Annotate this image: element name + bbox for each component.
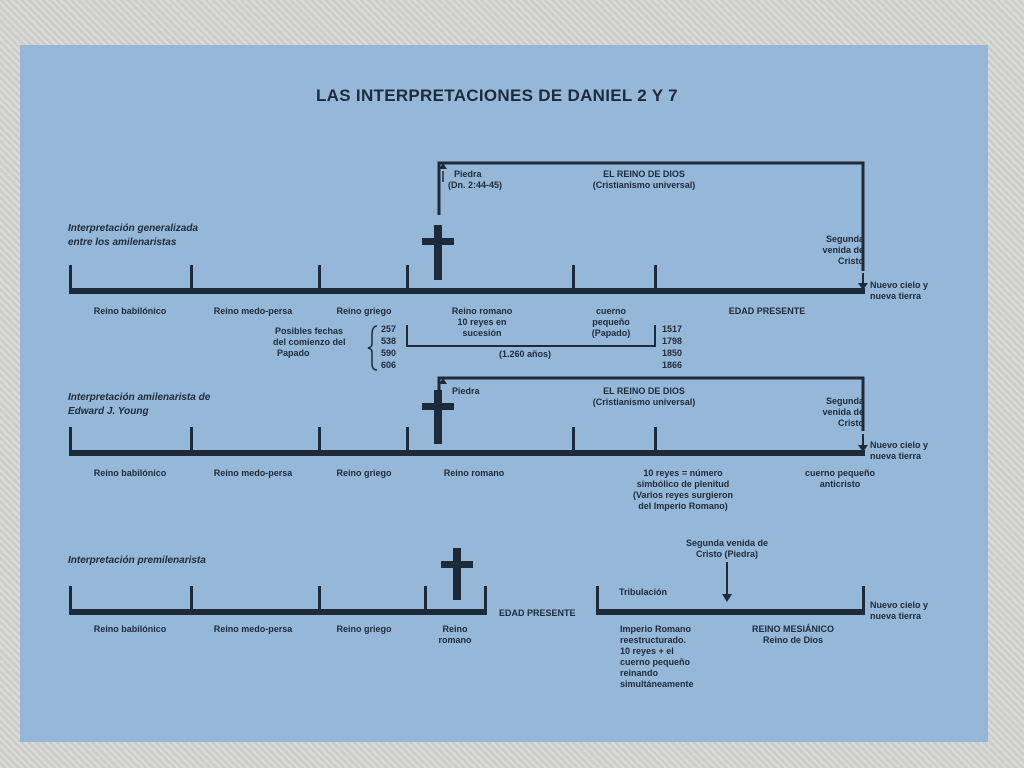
segunda-venida-line2: venida de	[822, 245, 864, 255]
imperio-line4: cuerno pequeño	[620, 657, 691, 667]
period-babilonico: Reino babilónico	[93, 306, 167, 316]
piedra-ref: (Dn. 2:44-45)	[448, 180, 503, 190]
period-medo-persa: Reino medo-persa	[213, 306, 293, 316]
period-romano-line3: sucesión	[462, 328, 502, 338]
reino-de-dios-sub: (Cristianismo universal)	[592, 180, 696, 190]
fecha-fin-3: 1850	[662, 348, 683, 358]
period-cuerno-line1: cuerno	[595, 306, 627, 316]
diez-reyes-line2: simbólico de plenitud	[636, 479, 730, 489]
segunda-venida-line1: Segunda	[825, 234, 864, 244]
reino-mesianico-line1: REINO MESIÁNICO	[751, 624, 835, 634]
arrow-down-icon	[722, 594, 732, 602]
reino-mesianico-line2: Reino de Dios	[762, 635, 824, 645]
fecha-inicio-1: 257	[381, 324, 397, 334]
reino-de-dios-label: EL REINO DE DIOS	[603, 169, 685, 179]
cuerno-anticristo-line1: cuerno pequeño	[804, 468, 876, 478]
segunda-venida-3-line1: Segunda venida de	[685, 538, 769, 548]
cross-icon	[441, 548, 473, 600]
timeline-ticks-3-left	[69, 586, 487, 612]
period-medo-persa-2: Reino medo-persa	[213, 468, 293, 478]
reino-de-dios-label-2: EL REINO DE DIOS	[603, 386, 685, 396]
diez-reyes-line4: del Imperio Romano)	[638, 501, 728, 511]
segunda-venida-3-line2: Cristo (Piedra)	[695, 549, 759, 559]
timeline-bar	[69, 288, 865, 294]
daniel-timeline-diagram	[20, 45, 988, 742]
imperio-line6: simultáneamente	[620, 679, 694, 689]
fecha-fin-2: 1798	[662, 336, 683, 346]
period-cuerno-line2: pequeño	[592, 317, 630, 327]
edad-presente-3: EDAD PRESENTE	[499, 608, 576, 618]
segunda-venida-2-line2: venida de	[822, 407, 864, 417]
period-medo-persa-3: Reino medo-persa	[213, 624, 293, 634]
posibles-fechas-line2: del comienzo del	[273, 337, 346, 347]
period-romano-3-line1: Reino	[442, 624, 468, 634]
fecha-fin-4: 1866	[662, 360, 683, 370]
imperio-line5: reinando	[620, 668, 659, 678]
period-edad-presente: EDAD PRESENTE	[728, 306, 806, 316]
period-romano-line2: 10 reyes en	[457, 317, 507, 327]
timeline-bar-3-right	[596, 609, 865, 615]
fechas-brace	[368, 326, 377, 370]
piedra-label-2: Piedra	[452, 386, 480, 396]
imperio-line1: Imperio Romano	[620, 624, 692, 634]
fecha-fin-1: 1517	[662, 324, 683, 334]
diez-reyes-line1: 10 reyes = número	[643, 468, 723, 478]
period-griego-3: Reino griego	[336, 624, 392, 634]
period-romano-line1: Reino romano	[451, 306, 513, 316]
segunda-venida-2-line3: Cristo	[837, 418, 864, 428]
period-babilonico-3: Reino babilónico	[93, 624, 167, 634]
period-griego-2: Reino griego	[336, 468, 392, 478]
timeline-bar-2	[69, 450, 865, 456]
imperio-line2: reestructurado.	[620, 635, 687, 645]
nuevo-cielo-3-line2: nueva tierra	[870, 611, 922, 621]
tribulacion-label: Tribulación	[619, 587, 668, 597]
posibles-fechas-line3: Papado	[277, 348, 310, 358]
cuerno-anticristo-line2: anticristo	[819, 479, 861, 489]
nuevo-cielo-3-line1: Nuevo cielo y	[870, 600, 929, 610]
section1-heading-line2: entre los amilenaristas	[68, 237, 177, 248]
piedra-label: Piedra	[454, 169, 482, 179]
fecha-inicio-2: 538	[381, 336, 397, 346]
fecha-inicio-3: 590	[381, 348, 397, 358]
section1-heading-line1: Interpretación generalizada	[68, 223, 199, 234]
period-romano-2: Reino romano	[443, 468, 505, 478]
fecha-inicio-4: 606	[381, 360, 397, 370]
timeline-ticks-2	[69, 427, 657, 453]
timeline-ticks	[69, 265, 657, 291]
nuevo-cielo-2-line2: nueva tierra	[870, 451, 922, 461]
section-edward-young	[68, 378, 928, 511]
posibles-fechas-line1: Posibles fechas	[275, 326, 344, 336]
cross-icon	[422, 225, 454, 280]
nuevo-cielo-line2: nueva tierra	[870, 291, 922, 301]
diagram-panel	[20, 45, 988, 742]
segunda-venida-line3: Cristo	[837, 256, 864, 266]
section3-heading: Interpretación premilenarista	[68, 555, 206, 566]
diagram-title: LAS INTERPRETACIONES DE DANIEL 2 Y 7	[316, 86, 678, 105]
section-premilenarista	[68, 538, 928, 689]
period-cuerno-line3: (Papado)	[591, 328, 631, 338]
segunda-venida-2-line1: Segunda	[825, 396, 864, 406]
period-babilonico-2: Reino babilónico	[93, 468, 167, 478]
section-generalizada	[68, 163, 928, 370]
period-romano-3-line2: romano	[438, 635, 472, 645]
cross-icon	[422, 390, 454, 444]
reino-de-dios-sub-2: (Cristianismo universal)	[592, 397, 696, 407]
diez-reyes-line3: (Varios reyes surgieron	[632, 490, 734, 500]
period-griego: Reino griego	[336, 306, 392, 316]
nuevo-cielo-2-line1: Nuevo cielo y	[870, 440, 929, 450]
imperio-line3: 10 reyes + el	[620, 646, 674, 656]
duracion-1260: (1.260 años)	[498, 349, 552, 359]
nuevo-cielo-line1: Nuevo cielo y	[870, 280, 929, 290]
section2-heading-line1: Interpretación amilenarista de	[68, 392, 211, 403]
section2-heading-line2: Edward J. Young	[68, 406, 149, 417]
